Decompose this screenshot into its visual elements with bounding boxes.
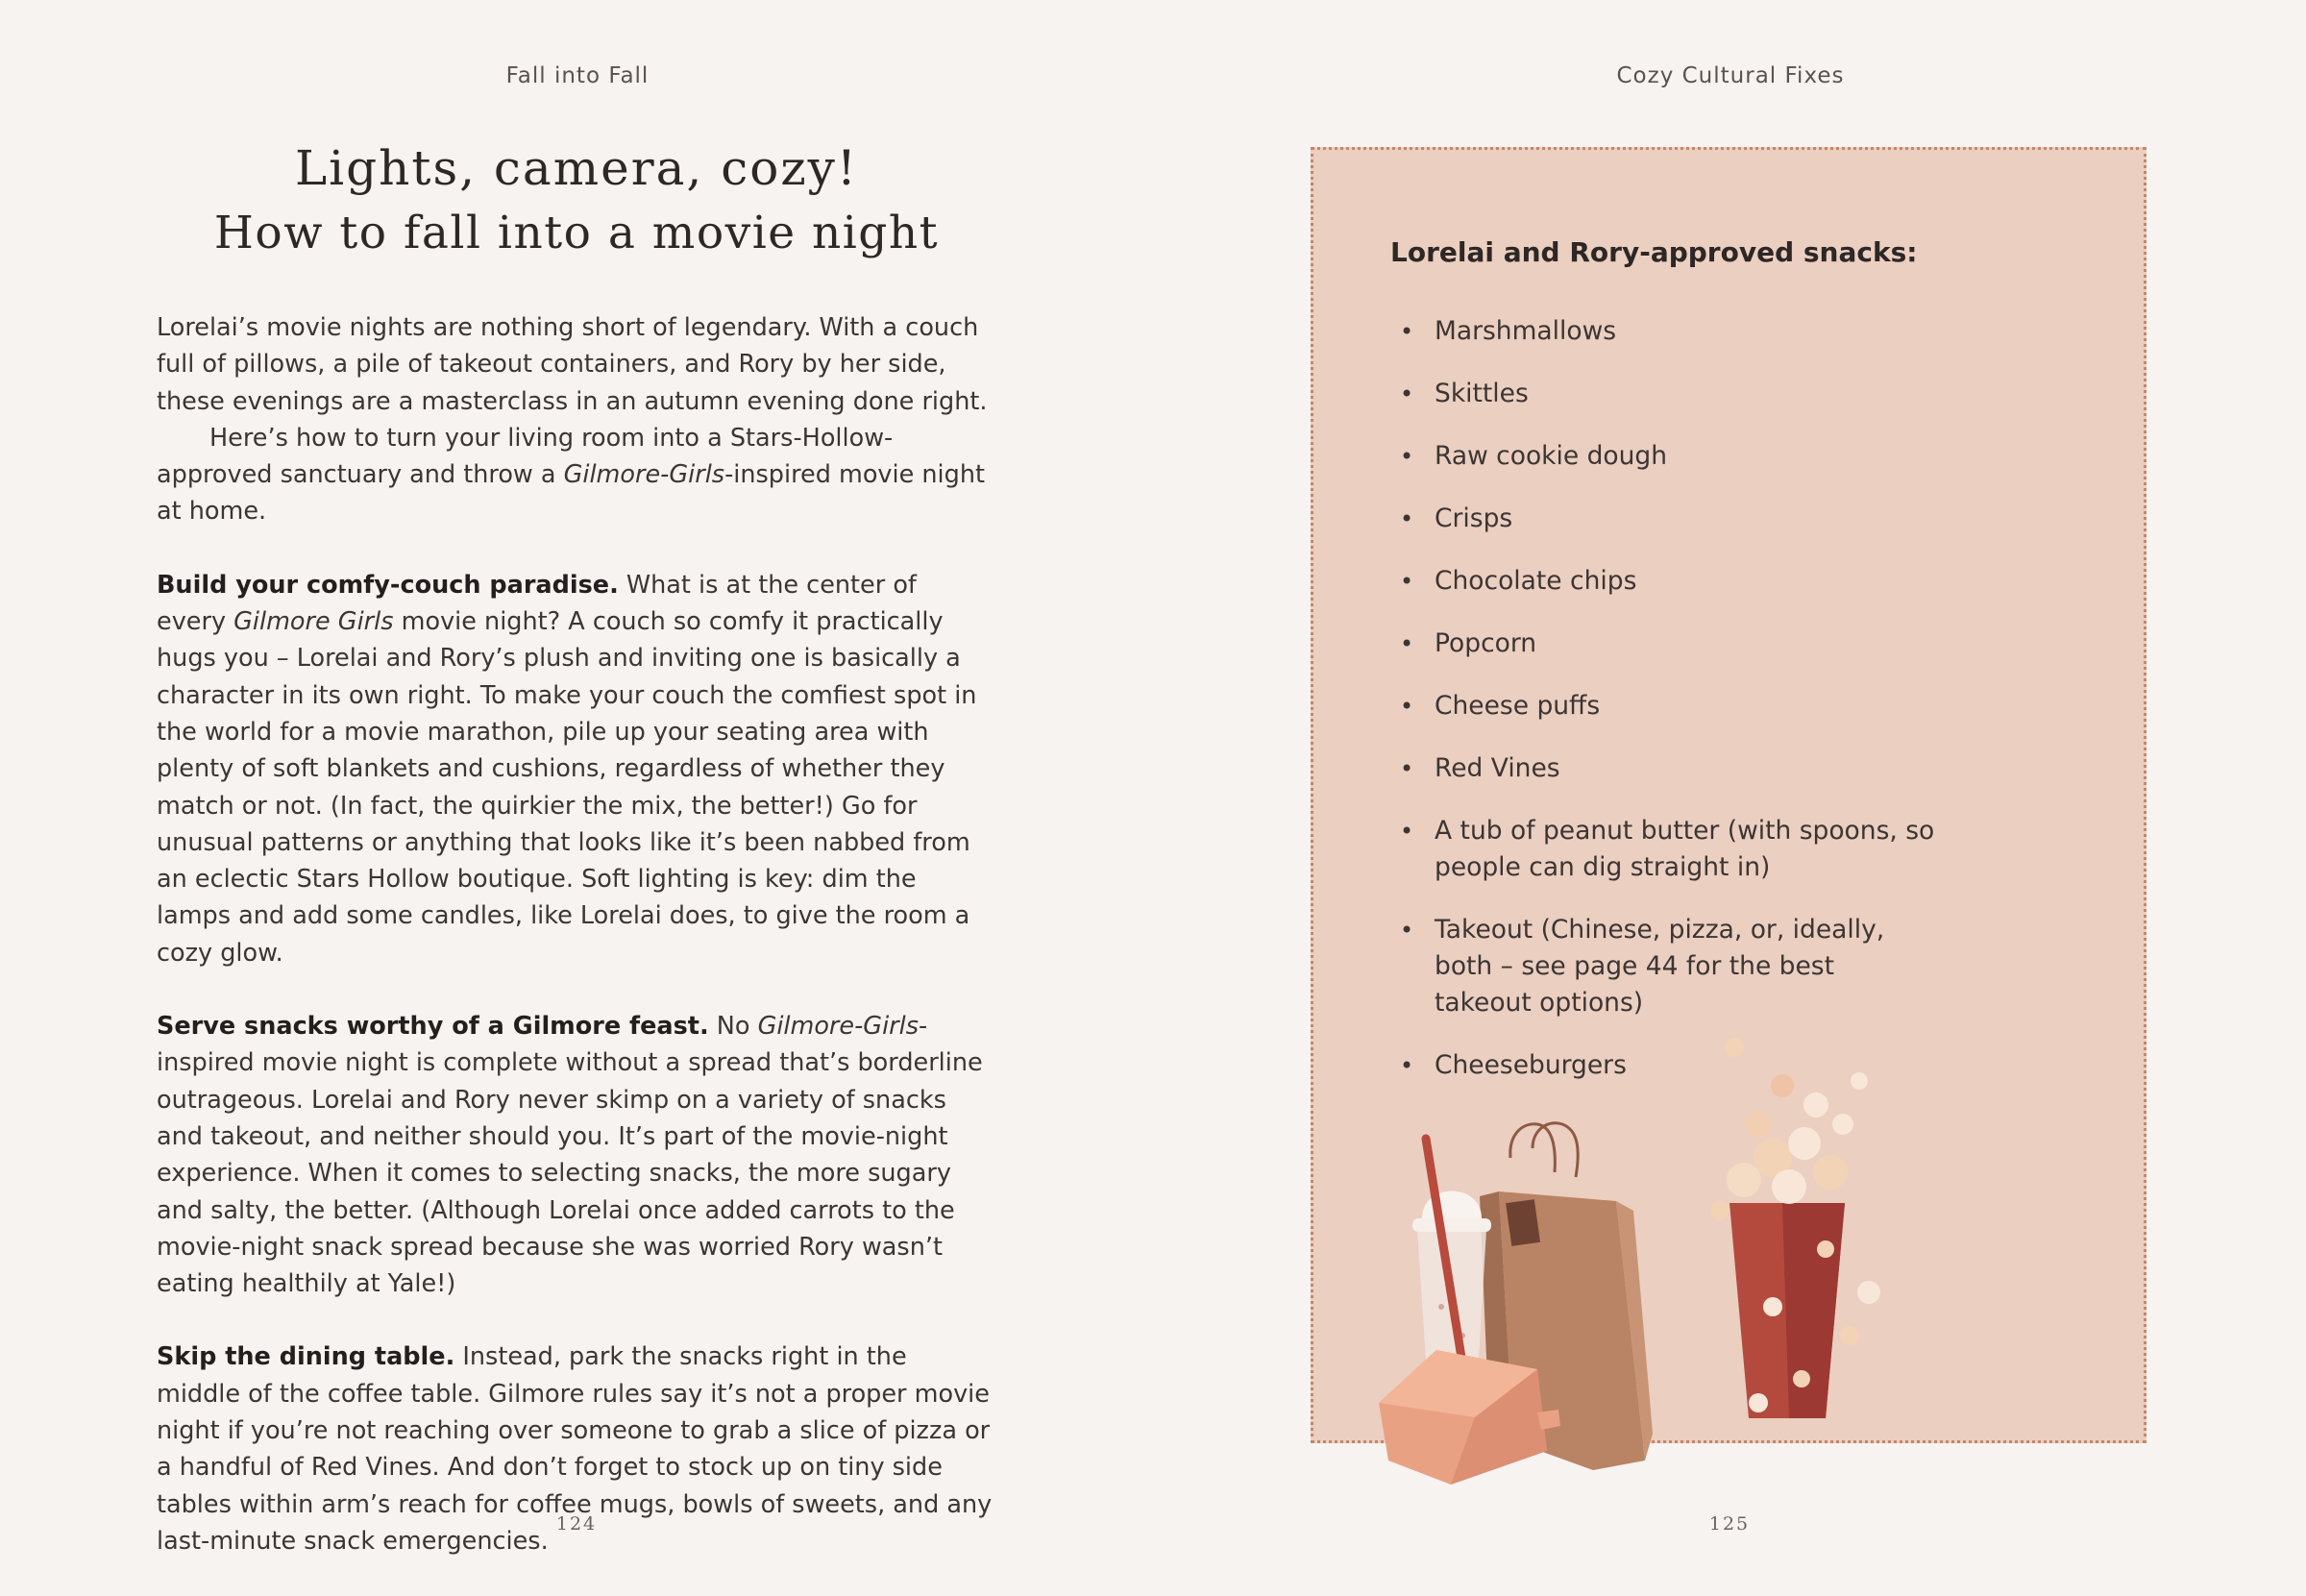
- page-title: [154, 135, 999, 265]
- snack-list-item: • Cheese puffs: [1400, 688, 1938, 724]
- snack-list-item: • A tub of peanut butter (with spoons, so people can dig straight in): [1400, 813, 1938, 886]
- running-head-right: Cozy Cultural Fixes: [1616, 63, 1845, 88]
- snack-list-item: • Skittles: [1400, 376, 1938, 412]
- title-line-2: How to fall into a movie night: [213, 207, 940, 259]
- right-page: [1153, 0, 2306, 1596]
- snack-list-item: • Marshmallows: [1400, 313, 1938, 350]
- article-body: [157, 309, 993, 1596]
- section-couch: Build your comfy-couch paradise. What is at the center of every Gilmore Girls movie night? A couch so comfy it practically hugs you – Lorelai and Rory’s plush and inviting one is basically a character in its own right. To make your couch the comfiest spot in the world for a movie marathon, pile up your seating area with plenty of soft blankets and cushions, regardless of whether they match or not. (In fact, the quirkier the mix, the better!) Go for unusual patterns or anything that looks like it’s been nabbed from an eclectic Stars Hollow boutique. Soft lighting is key: dim the lamps and add some candles, like Lorelai does, to give the room a cozy glow.: [157, 570, 977, 968]
- page-number-right: 125: [1708, 1513, 1751, 1535]
- drink-cup-icon: [1412, 1139, 1491, 1382]
- snack-list-item: • Cheeseburgers: [1400, 1047, 1938, 1084]
- snack-list-item: • Takeout (Chinese, pizza, or, ideally, both – see page 44 for the best takeout options): [1400, 912, 1938, 1021]
- section-heading-table: Skip the dining table.: [157, 1342, 455, 1372]
- snack-list-item: • Chocolate chips: [1400, 563, 1938, 600]
- title-line-1: Lights, camera, cozy!: [294, 140, 859, 196]
- popcorn-bucket-icon: [1710, 1038, 1880, 1418]
- intro-paragraph-2: Here’s how to turn your living room into a Stars-Hollow-approved sanctuary and throw a Gilmore-Girls-inspired movie night at home.: [157, 423, 985, 527]
- intro-paragraph: Lorelai’s movie nights are nothing short of legendary. With a couch full of pillows, a pile of takeout containers, and Rory by her side, these evenings are a masterclass in an autumn evening done right.: [157, 313, 988, 416]
- takeout-box-icon: [1379, 1350, 1560, 1485]
- page-number-left: 124: [555, 1513, 598, 1535]
- snack-list-item: • Popcorn: [1400, 626, 1938, 662]
- section-heading-snacks: Serve snacks worthy of a Gilmore feast.: [157, 1012, 709, 1042]
- running-head-left: Fall into Fall: [505, 63, 650, 88]
- snack-list-item: • Red Vines: [1400, 750, 1938, 787]
- section-table: Skip the dining table. Instead, park the snacks right in the middle of the coffee table. Gilmore rules say it’s not a proper movie night if you’re not reaching over someone to grab a slice of pizza or a handful of Red Vines. And don’t forget to stock up on tiny side tables within arm’s reach for coffee mugs, bowls of sweets, and any last-minute snack emergencies.: [157, 1342, 993, 1556]
- section-heading-couch: Build your comfy-couch paradise.: [157, 570, 619, 600]
- snack-list-item: • Crisps: [1400, 501, 1938, 537]
- section-snacks: Serve snacks worthy of a Gilmore feast. No Gilmore-Girls-inspired movie night is complete without a spread that’s borderline outrageous. Lorelai and Rory never skimp on a variety of snacks and takeout, and neither should you. It’s part of the movie-night experience. When it comes to selecting snacks, the more sugary and salty, the better. (Although Lorelai once added carrots to the movie-night snack spread because she was worried Rory wasn’t eating healthily at Yale!): [157, 1012, 983, 1299]
- snack-list-heading: Lorelai and Rory-approved snacks:: [1390, 236, 1918, 268]
- snack-list-item: • Raw cookie dough: [1400, 438, 1938, 475]
- snack-illustration: [1345, 990, 1883, 1509]
